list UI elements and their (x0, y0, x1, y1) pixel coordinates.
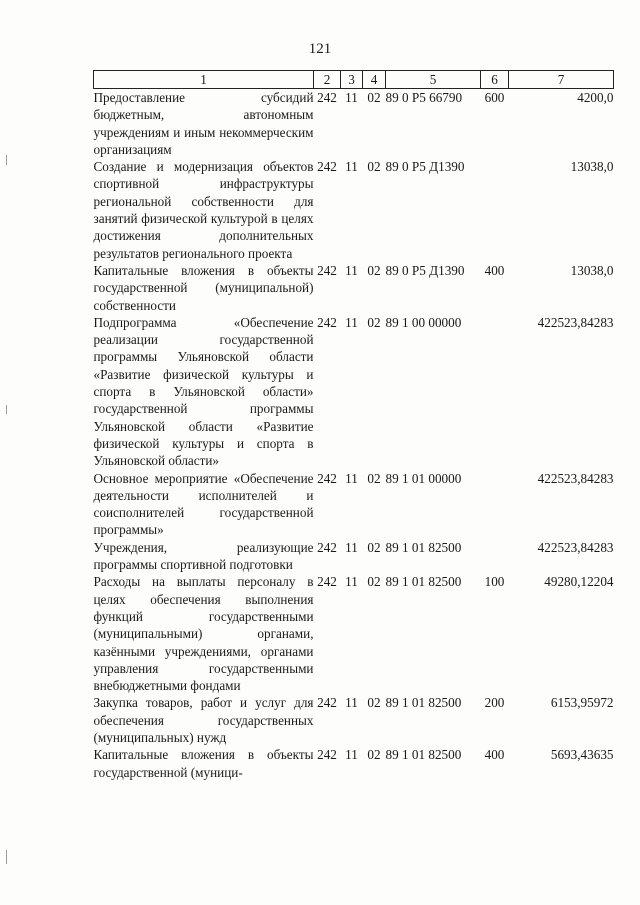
page-number: 121 (308, 41, 332, 57)
amount: 5693,43635 (550, 747, 614, 763)
scan-edge-mark (6, 405, 7, 414)
subsection-code: 02 (367, 574, 381, 590)
subsection-code: 02 (367, 314, 381, 330)
amount: 422523,84283 (537, 470, 614, 486)
column-header: 5 (386, 71, 481, 89)
section-code: 11 (345, 747, 358, 763)
table-row (94, 89, 614, 159)
expense-type-code: 400 (484, 747, 505, 763)
subsection-code: 02 (367, 539, 381, 555)
expense-name: Капитальные вложения в объекты государственной (муниципальной) собственности (93, 262, 314, 313)
table-row (94, 539, 614, 574)
section-code: 11 (345, 314, 358, 330)
section-code: 11 (345, 262, 358, 278)
amount: 422523,84283 (537, 314, 614, 330)
target-article-code: 89 0 P5 Д1390 (385, 159, 465, 175)
scan-edge-mark (6, 155, 7, 165)
expense-name: Предоставление субсидий бюджетным, автономным учреждениям и иным некоммерческим организациям (93, 90, 314, 157)
amount: 13038,0 (570, 262, 614, 278)
target-article-code: 89 1 00 00000 (385, 314, 462, 330)
grbs-code: 242 (317, 314, 337, 330)
expense-type-code (481, 539, 509, 574)
subsection-code: 02 (367, 747, 381, 763)
target-article-code: 89 1 01 82500 (385, 539, 462, 555)
table-row (94, 746, 614, 781)
expense-type-code (481, 470, 509, 539)
table-row (94, 470, 614, 539)
grbs-code: 242 (317, 539, 337, 555)
amount: 4200,0 (577, 90, 614, 105)
section-code: 11 (345, 539, 358, 555)
amount: 422523,84283 (537, 539, 614, 555)
column-header: 7 (509, 71, 614, 89)
section-code: 11 (345, 574, 358, 590)
subsection-code: 02 (367, 695, 381, 711)
column-header: 1 (94, 71, 314, 89)
grbs-code: 242 (317, 695, 337, 711)
section-code: 11 (345, 470, 358, 486)
amount: 6153,95972 (550, 695, 614, 711)
target-article-code: 89 1 01 82500 (385, 695, 462, 711)
column-header: 3 (341, 71, 363, 89)
table-row (94, 573, 614, 694)
expense-name: Расходы на выплаты персоналу в целях обеспечения выполнения функций государственными (муниципальными) органами, казёнными учреждениями, органами управления государственными внебюджетными фондами (93, 574, 314, 694)
expense-type-code: 400 (484, 262, 505, 278)
target-article-code: 89 1 01 82500 (385, 747, 462, 763)
target-article-code: 89 0 P5 66790 (385, 90, 463, 105)
target-article-code: 89 1 01 00000 (385, 470, 462, 486)
expense-name: Учреждения, реализующие программы спортивной подготовки (93, 539, 314, 573)
scan-edge-mark (6, 850, 7, 864)
subsection-code: 02 (367, 262, 381, 278)
expense-type-code: 100 (484, 574, 505, 590)
section-code: 11 (345, 695, 358, 711)
grbs-code: 242 (317, 262, 337, 278)
grbs-code: 242 (317, 574, 337, 590)
subsection-code: 02 (367, 470, 381, 486)
expense-name: Подпрограмма «Обеспечение реализации государственной программы Ульяновской области «Развитие физической культуры и спорта в Ульяновской области» государственной программы Ульяновской области «Развитие физической культуры и спорта в Ульяновской области» (93, 314, 314, 469)
expense-name: Основное мероприятие «Обеспечение деятельности исполнителей и соисполнителей государственной программы» (93, 470, 314, 538)
table-row (94, 158, 614, 262)
column-header: 6 (481, 71, 509, 89)
amount: 13038,0 (570, 159, 614, 175)
grbs-code: 242 (317, 90, 337, 105)
subsection-code: 02 (367, 90, 381, 105)
expense-type-code: 600 (484, 90, 505, 105)
grbs-code: 242 (317, 747, 337, 763)
table-row (94, 314, 614, 470)
grbs-code: 242 (317, 159, 337, 175)
table-row (94, 694, 614, 746)
target-article-code: 89 0 P5 Д1390 (385, 262, 465, 278)
column-header: 2 (314, 71, 341, 89)
expense-type-code (481, 158, 509, 262)
budget-table (93, 70, 614, 781)
expense-name: Капитальные вложения в объекты государственной (муници- (93, 747, 314, 780)
expense-name: Закупка товаров, работ и услуг для обеспечения государственных (муниципальных) нужд (93, 695, 314, 745)
table-row (94, 262, 614, 314)
header-row (94, 71, 614, 89)
subsection-code: 02 (367, 159, 381, 175)
expense-type-code: 200 (484, 695, 505, 711)
target-article-code: 89 1 01 82500 (385, 574, 462, 590)
section-code: 11 (345, 90, 358, 105)
column-header: 4 (363, 71, 386, 89)
expense-type-code (481, 314, 509, 470)
section-code: 11 (345, 159, 358, 175)
expense-name: Создание и модернизация объектов спортивной инфраструктуры региональной собственности для занятий физической культурой в целях достижения дополнительных результатов регионального проекта (93, 159, 314, 261)
amount: 49280,12204 (544, 574, 614, 590)
grbs-code: 242 (317, 470, 337, 486)
